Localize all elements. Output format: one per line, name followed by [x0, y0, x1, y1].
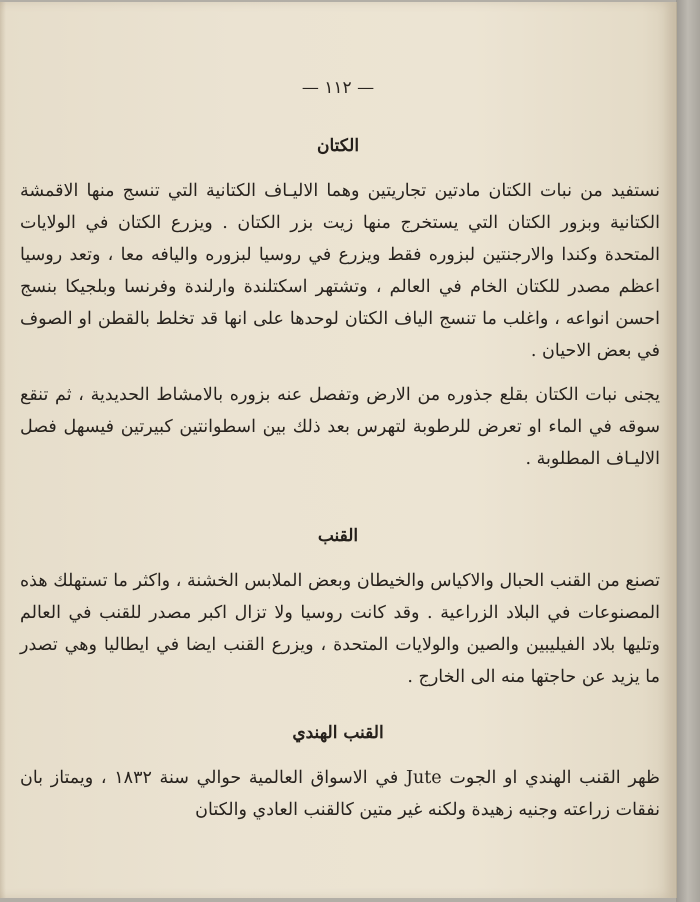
section-body-hemp: [20, 565, 660, 693]
section-heading-hemp: القنب: [317, 526, 359, 546]
section-heading-jute: القنب الهندي: [292, 723, 384, 743]
page-sheet: [0, 2, 677, 898]
paragraph-hemp: تصنع من القنب الحبال والاكياس والخيطان وبعض الملابس الخشنة ، واكثر ما تستهلك هذه المصنوعات في البلاد الزراعية . وقد كانت روسيا ولا تزال اكبر مصدر للقنب في العالم وتليها بلاد الفيليبين والصين والولايات المتحدة ، ويزرع القنب ايضا في ايطاليا وهي تصدر ما يزيد عن حاجتها منه الى الخارج .: [20, 571, 660, 687]
page-number: — ١١٢ —: [301, 78, 375, 98]
paragraph-flax-intro: نستفيد من نبات الكتان مادتين تجاريتين وهما الاليـاف الكتانية التي تنسج منها الاقمشة الكتانية وبزور الكتان التي يستخرج منها زيت بزر الكتان . ويزرع الكتان في الولايات المتحدة وكندا والارجنتين لبزوره فقط ويزرع في روسيا لبزوره واليافه معا ، وتعد روسيا اعظم مصدر للكتان الخام في العالم ، وتشتهر اسكتلندة وارلندة وفرنسا وبلجيكا بنسج احسن انواعه ، واغلب ما تنسج الياف الكتان لوحدها على انها قد تخلط بالقطن او الصوف في بعض الاحيان .: [20, 181, 660, 361]
section-body-jute: [20, 762, 660, 826]
paragraph-flax-harvest: يجنى نبات الكتان بقلع جذوره من الارض وتفصل عنه بزوره بالامشاط الحديدية ، ثم تنقع سوقه في الماء او تعرض للرطوبة لتهرس بعد ذلك بين اسطوانتين كبيرتين فيسهل فصل الاليـاف المطلوبة .: [20, 385, 660, 469]
section-body-flax: [20, 175, 660, 475]
book-gutter: [676, 0, 700, 902]
paragraph-jute: ظهر القنب الهندي او الجوت Jute في الاسواق العالمية حوالي سنة ١٨٣٢ ، ويمتاز بان نفقات زراعته وجنيه زهيدة ولكنه غير متين كالقنب العادي والكتان: [20, 768, 660, 820]
section-heading-flax: الكتان: [316, 136, 360, 156]
